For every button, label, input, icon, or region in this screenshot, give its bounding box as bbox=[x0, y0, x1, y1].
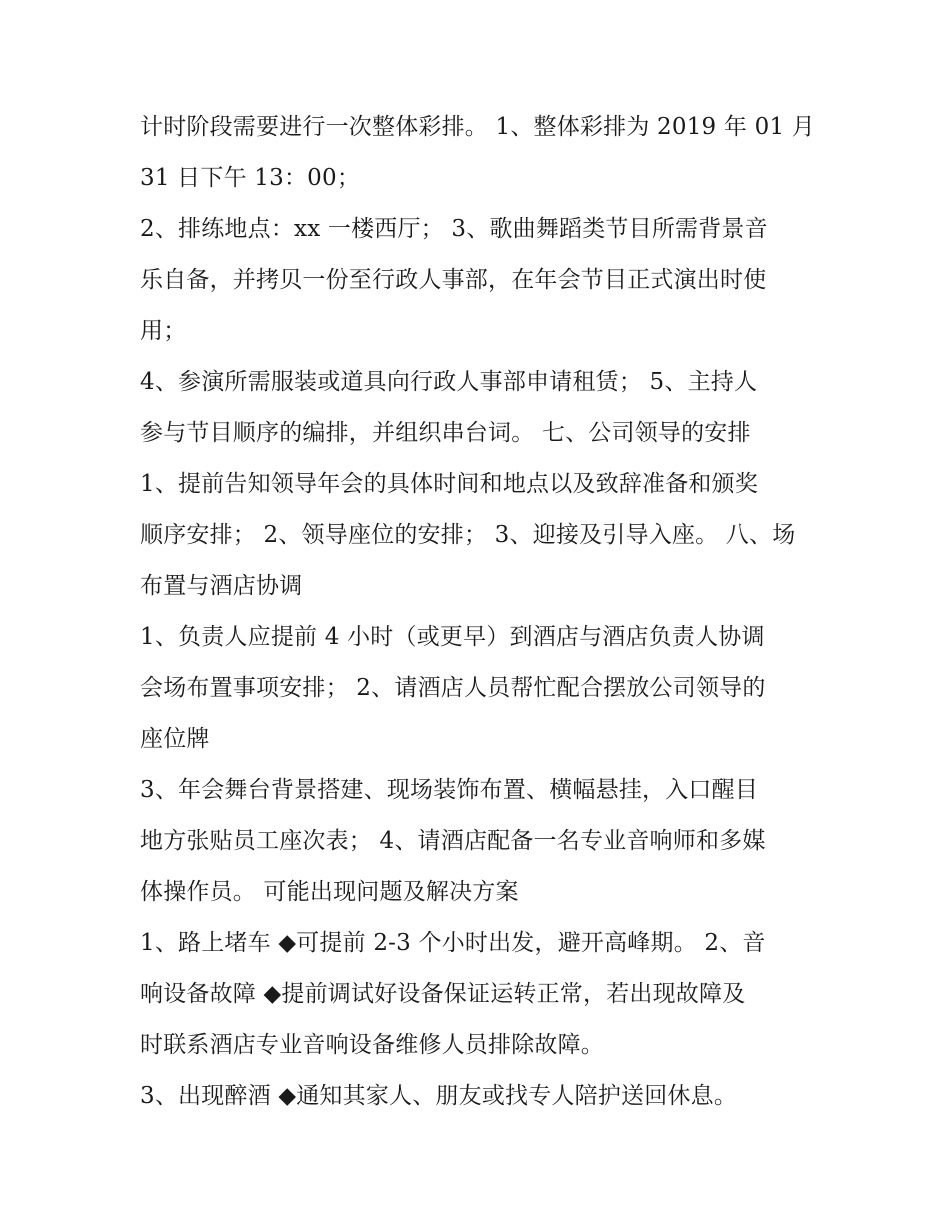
text-line: 31 日下午 13：00； bbox=[140, 165, 361, 191]
text-line: 响设备故障 ◆提前调试好设备保证运转正常，若出现故障及 bbox=[140, 981, 746, 1007]
text-line: 3、出现醉酒 ◆通知其家人、朋友或找专人陪护送回休息。 bbox=[140, 1083, 738, 1109]
text-line: 2、排练地点：xx 一楼西厅； 3、歌曲舞蹈类节目所需背景音 bbox=[140, 216, 768, 242]
text-line: 布置与酒店协调 bbox=[140, 573, 303, 599]
text-line: 体操作员。 可能出现问题及解决方案 bbox=[140, 879, 519, 905]
text-line: 地方张贴员工座次表； 4、请酒店配备一名专业音响师和多媒 bbox=[140, 828, 766, 854]
text-line: 乐自备，并拷贝一份至行政人事部，在年会节目正式演出时使 bbox=[140, 267, 767, 293]
text-line: 1、提前告知领导年会的具体时间和地点以及致辞准备和颁奖 bbox=[140, 471, 759, 497]
text-line: 座位牌 bbox=[140, 726, 210, 752]
text-line: 1、负责人应提前 4 小时（或更早）到酒店与酒店负责人协调 bbox=[140, 624, 765, 650]
text-line: 1、路上堵车 ◆可提前 2-3 个小时出发，避开高峰期。 2、音 bbox=[140, 930, 766, 956]
text-line: 时联系酒店专业音响设备维修人员排除故障。 bbox=[140, 1032, 604, 1058]
text-line: 顺序安排； 2、领导座位的安排； 3、迎接及引导入座。 八、场 bbox=[140, 522, 796, 548]
text-line: 参与节目顺序的编排，并组织串台词。 七、公司领导的安排 bbox=[140, 420, 751, 446]
document-body bbox=[140, 102, 820, 1122]
text-line: 计时阶段需要进行一次整体彩排。 1、整体彩排为 2019 年 01 月 bbox=[140, 114, 815, 140]
text-line: 用； bbox=[140, 318, 187, 344]
text-line: 4、参演所需服装或道具向行政人事部申请租赁； 5、主持人 bbox=[140, 369, 758, 395]
text-line: 3、年会舞台背景搭建、现场装饰布置、横幅悬挂，入口醒目 bbox=[140, 777, 759, 803]
text-line: 会场布置事项安排； 2、请酒店人员帮忙配合摆放公司领导的 bbox=[140, 675, 766, 701]
